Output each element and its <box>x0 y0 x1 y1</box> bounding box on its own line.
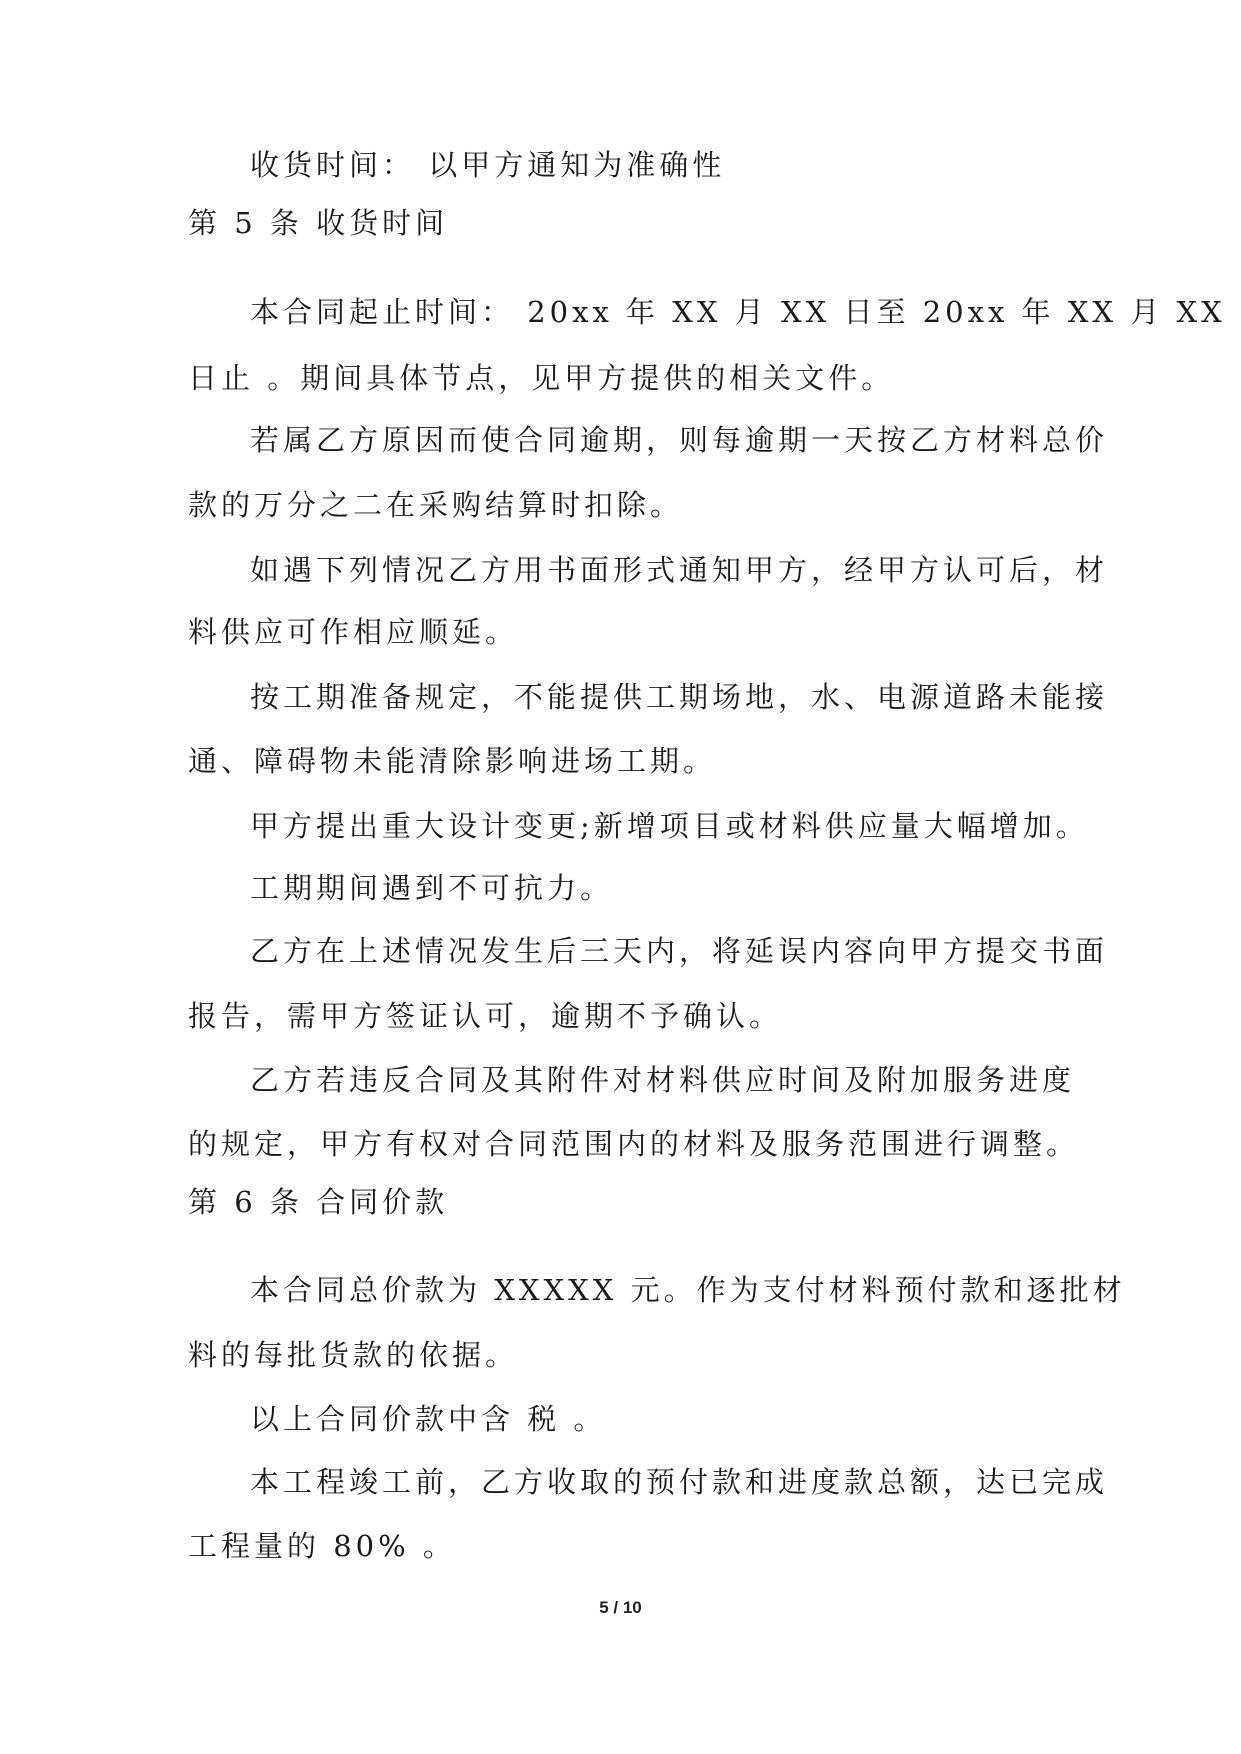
text-line: 如遇下列情况乙方用书面形式通知甲方，经甲方认可后，材 <box>250 553 1109 587</box>
text-line: 料供应可作相应顺延。 <box>188 615 519 649</box>
text-line: 本工程竣工前，乙方收取的预付款和进度款总额，达已完成 <box>250 1465 1109 1499</box>
text-line: 的规定，甲方有权对合同范围内的材料及服务范围进行调整。 <box>188 1127 1080 1161</box>
text-line: 乙方若违反合同及其附件对材料供应时间及附加服务进度 <box>250 1063 1076 1097</box>
text-line: 料的每批货款的依据。 <box>188 1338 519 1372</box>
text-line: 款的万分之二在采购结算时扣除。 <box>188 488 684 522</box>
section-heading: 第 5 条 收货时间 <box>188 206 449 240</box>
text-line: 按工期准备规定，不能提供工期场地，水、电源道路未能接 <box>250 680 1109 714</box>
text-line: 本合同起止时间： 20xx 年 XX 月 XX 日至 20xx 年 XX 月 XX <box>250 295 1226 329</box>
text-line: 甲方提出重大设计变更;新增项目或材料供应量大幅增加。 <box>250 809 1089 843</box>
text-line: 收货时间： 以甲方通知为准确性 <box>250 148 726 182</box>
text-line: 乙方在上述情况发生后三天内，将延误内容向甲方提交书面 <box>250 934 1109 968</box>
text-line: 报告，需甲方签证认可，逾期不予确认。 <box>188 999 783 1033</box>
text-line: 工期期间遇到不可抗力。 <box>250 871 614 905</box>
page-number: 5 / 10 <box>599 1598 642 1617</box>
text-line: 工程量的 80% 。 <box>188 1529 456 1563</box>
text-line: 本合同总价款为 XXXXX 元。作为支付材料预付款和逐批材 <box>250 1273 1126 1307</box>
text-line: 通、障碍物未能清除影响进场工期。 <box>188 744 717 778</box>
text-line: 日止 。期间具体节点，见甲方提供的相关文件。 <box>188 361 895 395</box>
text-line: 以上合同价款中含 税 。 <box>250 1402 607 1436</box>
text-line: 若属乙方原因而使合同逾期，则每逾期一天按乙方材料总价 <box>250 423 1109 457</box>
section-heading: 第 6 条 合同价款 <box>188 1185 449 1219</box>
